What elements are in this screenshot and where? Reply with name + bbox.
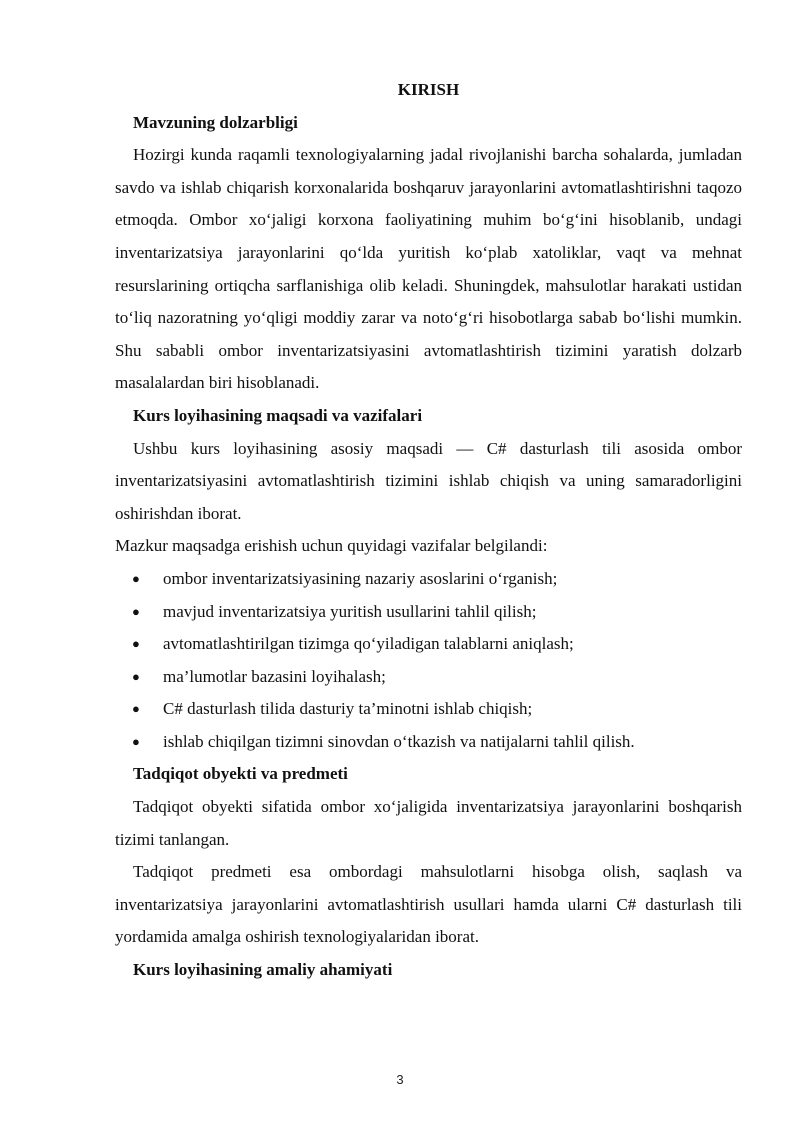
section-heading-practical: Kurs loyihasining amaliy ahamiyati xyxy=(133,960,393,980)
paragraph-goal: Ushbu kurs loyihasining asosiy maqsadi — C# dasturlash tili asosida ombor inventarizatsiyasini avtomatlashtirish tizimini ishlab chiqish va uning samaradorligini oshirishdan iborat. xyxy=(115,438,742,523)
tasks-list xyxy=(115,563,742,759)
bullet-icon: ● xyxy=(132,636,140,652)
paragraph-object: Tadqiqot obyekti sifatida ombor xo‘jaligida inventarizatsiya jarayonlarini boshqarish tizimi tanlangan. xyxy=(115,797,742,849)
list-item-text: ishlab chiqilgan tizimni sinovdan o‘tkazish va natijalarni tahlil qilish. xyxy=(163,731,635,751)
list-item-text: ombor inventarizatsiyasining nazariy asoslarini o‘rganish; xyxy=(163,568,558,588)
list-item-text: ma’lumotlar bazasini loyihalash; xyxy=(163,666,386,686)
page-number: 3 xyxy=(396,1072,404,1087)
list-item xyxy=(115,596,742,629)
bullet-icon: ● xyxy=(132,701,140,717)
list-item xyxy=(115,563,742,596)
bullet-icon: ● xyxy=(132,570,140,586)
tasks-intro: Mazkur maqsadga erishish uchun quyidagi vazifalar belgilandi: xyxy=(115,536,548,556)
document-page xyxy=(115,74,742,987)
section-heading-object: Tadqiqot obyekti va predmeti xyxy=(133,764,348,784)
list-item-text: avtomatlashtirilgan tizimga qo‘yiladigan talablarni aniqlash; xyxy=(163,634,574,654)
list-item xyxy=(115,726,742,759)
section-heading-relevance: Mavzuning dolzarbligi xyxy=(133,112,298,132)
list-item-text: mavjud inventarizatsiya yuritish usullarini tahlil qilish; xyxy=(163,601,537,621)
bullet-icon: ● xyxy=(132,603,140,619)
list-item xyxy=(115,661,742,694)
list-item-text: C# dasturlash tilida dasturiy ta’minotni ishlab chiqish; xyxy=(163,699,533,719)
bullet-icon: ● xyxy=(132,733,140,749)
list-item xyxy=(115,628,742,661)
document-title: KIRISH xyxy=(397,80,460,99)
paragraph-subject: Tadqiqot predmeti esa ombordagi mahsulotlarni hisobga olish, saqlash va inventarizatsiya jarayonlarini avtomatlashtirish usullari hamda ularni C# dasturlash tili yordamida amalga oshirish texnologiyalaridan iborat. xyxy=(115,862,742,947)
bullet-icon: ● xyxy=(132,668,140,684)
list-item xyxy=(115,693,742,726)
paragraph-relevance: Hozirgi kunda raqamli texnologiyalarning jadal rivojlanishi barcha sohalarda, jumladan savdo va ishlab chiqarish korxonalarida boshqaruv jarayonlarini avtomatlashtirishni taqozo etmoqda. Ombor xo‘jaligi korxona faoliyatining muhim bo‘g‘ini hisoblanib, undagi inventarizatsiya jarayonlarini qo‘lda yuritish ko‘plab xatoliklar, vaqt va mehnat resurslarining ortiqcha sarflanishiga olib keladi. Shuningdek, mahsulotlar harakati ustidan to‘liq nazoratning yo‘qligi moddiy zarar va noto‘g‘ri hisobotlarga sabab bo‘lishi mumkin. Shu sababli ombor inventarizatsiyasini avtomatlashtirish tizimini yaratish dolzarb masalalardan biri hisoblanadi. xyxy=(115,145,742,393)
section-heading-goals: Kurs loyihasining maqsadi va vazifalari xyxy=(133,405,423,425)
